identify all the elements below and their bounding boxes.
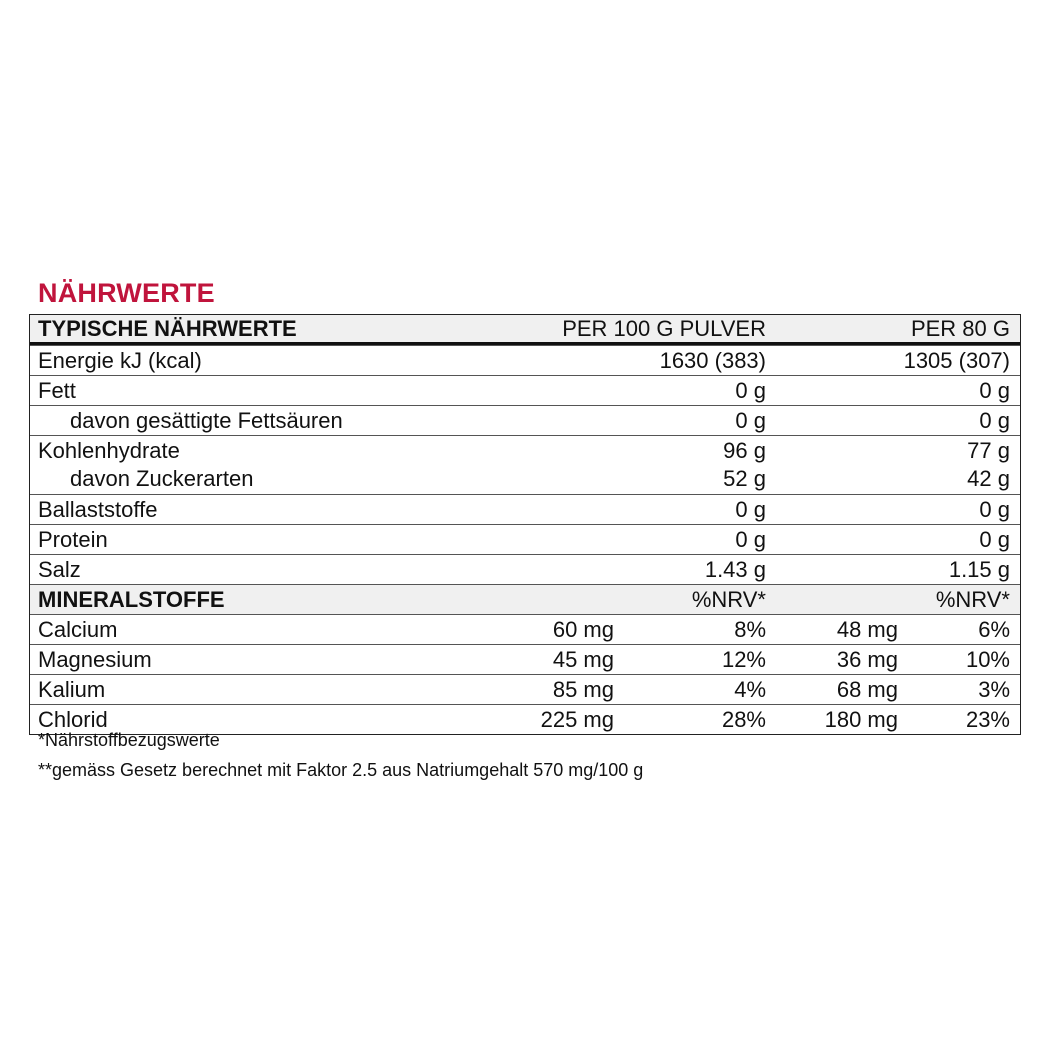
value-per100: 0 g — [735, 497, 766, 522]
minerals-header-label: MINERALSTOFFE — [38, 587, 225, 612]
value-per80: 1305 (307) — [903, 348, 1010, 373]
row-label: Energie kJ (kcal) — [38, 348, 202, 373]
value-per80: 0 g — [979, 378, 1010, 403]
amount-per80: 180 mg — [824, 707, 898, 732]
table-header-row — [30, 315, 1020, 345]
header-col-per80: PER 80 G — [910, 316, 1010, 341]
nrv-per80: 3% — [978, 677, 1010, 702]
row-label: Kohlenhydrate — [38, 438, 180, 463]
table-row — [30, 435, 1020, 494]
nrv-per100: 12% — [721, 647, 766, 672]
value-per80: 0 g — [979, 527, 1010, 552]
amount-per80: 68 mg — [836, 677, 898, 702]
row-label: Salz — [38, 557, 81, 582]
nrv-per100: 8% — [734, 617, 766, 642]
table-row — [30, 405, 1020, 435]
mineral-row — [30, 614, 1020, 644]
nrv-per100: 28% — [721, 707, 766, 732]
amount-per100: 85 mg — [552, 677, 614, 702]
amount-per80: 36 mg — [836, 647, 898, 672]
value-per100: 0 g — [735, 527, 766, 552]
amount-per100: 60 mg — [552, 617, 614, 642]
row-label: Ballaststoffe — [38, 497, 158, 522]
section-title: NÄHRWERTE — [38, 278, 215, 308]
row-label: davon Zuckerarten — [70, 466, 254, 491]
table-row — [30, 524, 1020, 554]
row-label: Protein — [38, 527, 108, 552]
nrv-per80: 6% — [978, 617, 1010, 642]
value-per100: 96 g — [723, 438, 766, 463]
table-row — [30, 554, 1020, 584]
subrow-sugars — [30, 464, 1020, 493]
value-per80: 1.15 g — [948, 557, 1010, 582]
nutrition-table — [29, 314, 1021, 735]
table-row — [30, 375, 1020, 405]
mineral-row — [30, 674, 1020, 704]
footnote-nrv: *Nährstoffbezugswerte — [38, 730, 220, 750]
amount-per100: 225 mg — [540, 707, 614, 732]
table-row — [30, 345, 1020, 375]
amount-per100: 45 mg — [552, 647, 614, 672]
row-label: davon gesättigte Fettsäuren — [70, 408, 343, 433]
nrv-header-per100: %NRV* — [691, 587, 766, 612]
nrv-per100: 4% — [734, 677, 766, 702]
value-per80: 0 g — [979, 408, 1010, 433]
mineral-label: Chlorid — [38, 707, 108, 732]
nrv-per80: 10% — [965, 647, 1010, 672]
value-per100: 0 g — [735, 408, 766, 433]
footnote-salt: **gemäss Gesetz berechnet mit Faktor 2.5 aus Natriumgehalt 570 mg/100 g — [38, 760, 644, 780]
nrv-per80: 23% — [965, 707, 1010, 732]
value-per100: 0 g — [735, 378, 766, 403]
amount-per80: 48 mg — [836, 617, 898, 642]
mineral-label: Calcium — [38, 617, 118, 642]
mineral-label: Magnesium — [38, 647, 152, 672]
header-label: TYPISCHE NÄHRWERTE — [38, 316, 297, 341]
value-per80: 77 g — [967, 438, 1010, 463]
mineral-label: Kalium — [38, 677, 106, 702]
header-col-per100: PER 100 G PULVER — [562, 316, 766, 341]
minerals-header-row — [30, 584, 1020, 614]
value-per100: 1.43 g — [704, 557, 766, 582]
mineral-row — [30, 644, 1020, 674]
table-row — [30, 494, 1020, 524]
row-label: Fett — [38, 378, 76, 403]
nrv-header-per80: %NRV* — [935, 587, 1010, 612]
subrow-carbs — [30, 436, 1020, 465]
value-per100: 1630 (383) — [659, 348, 766, 373]
value-per80: 0 g — [979, 497, 1010, 522]
value-per80: 42 g — [967, 466, 1010, 491]
value-per100: 52 g — [723, 466, 766, 491]
